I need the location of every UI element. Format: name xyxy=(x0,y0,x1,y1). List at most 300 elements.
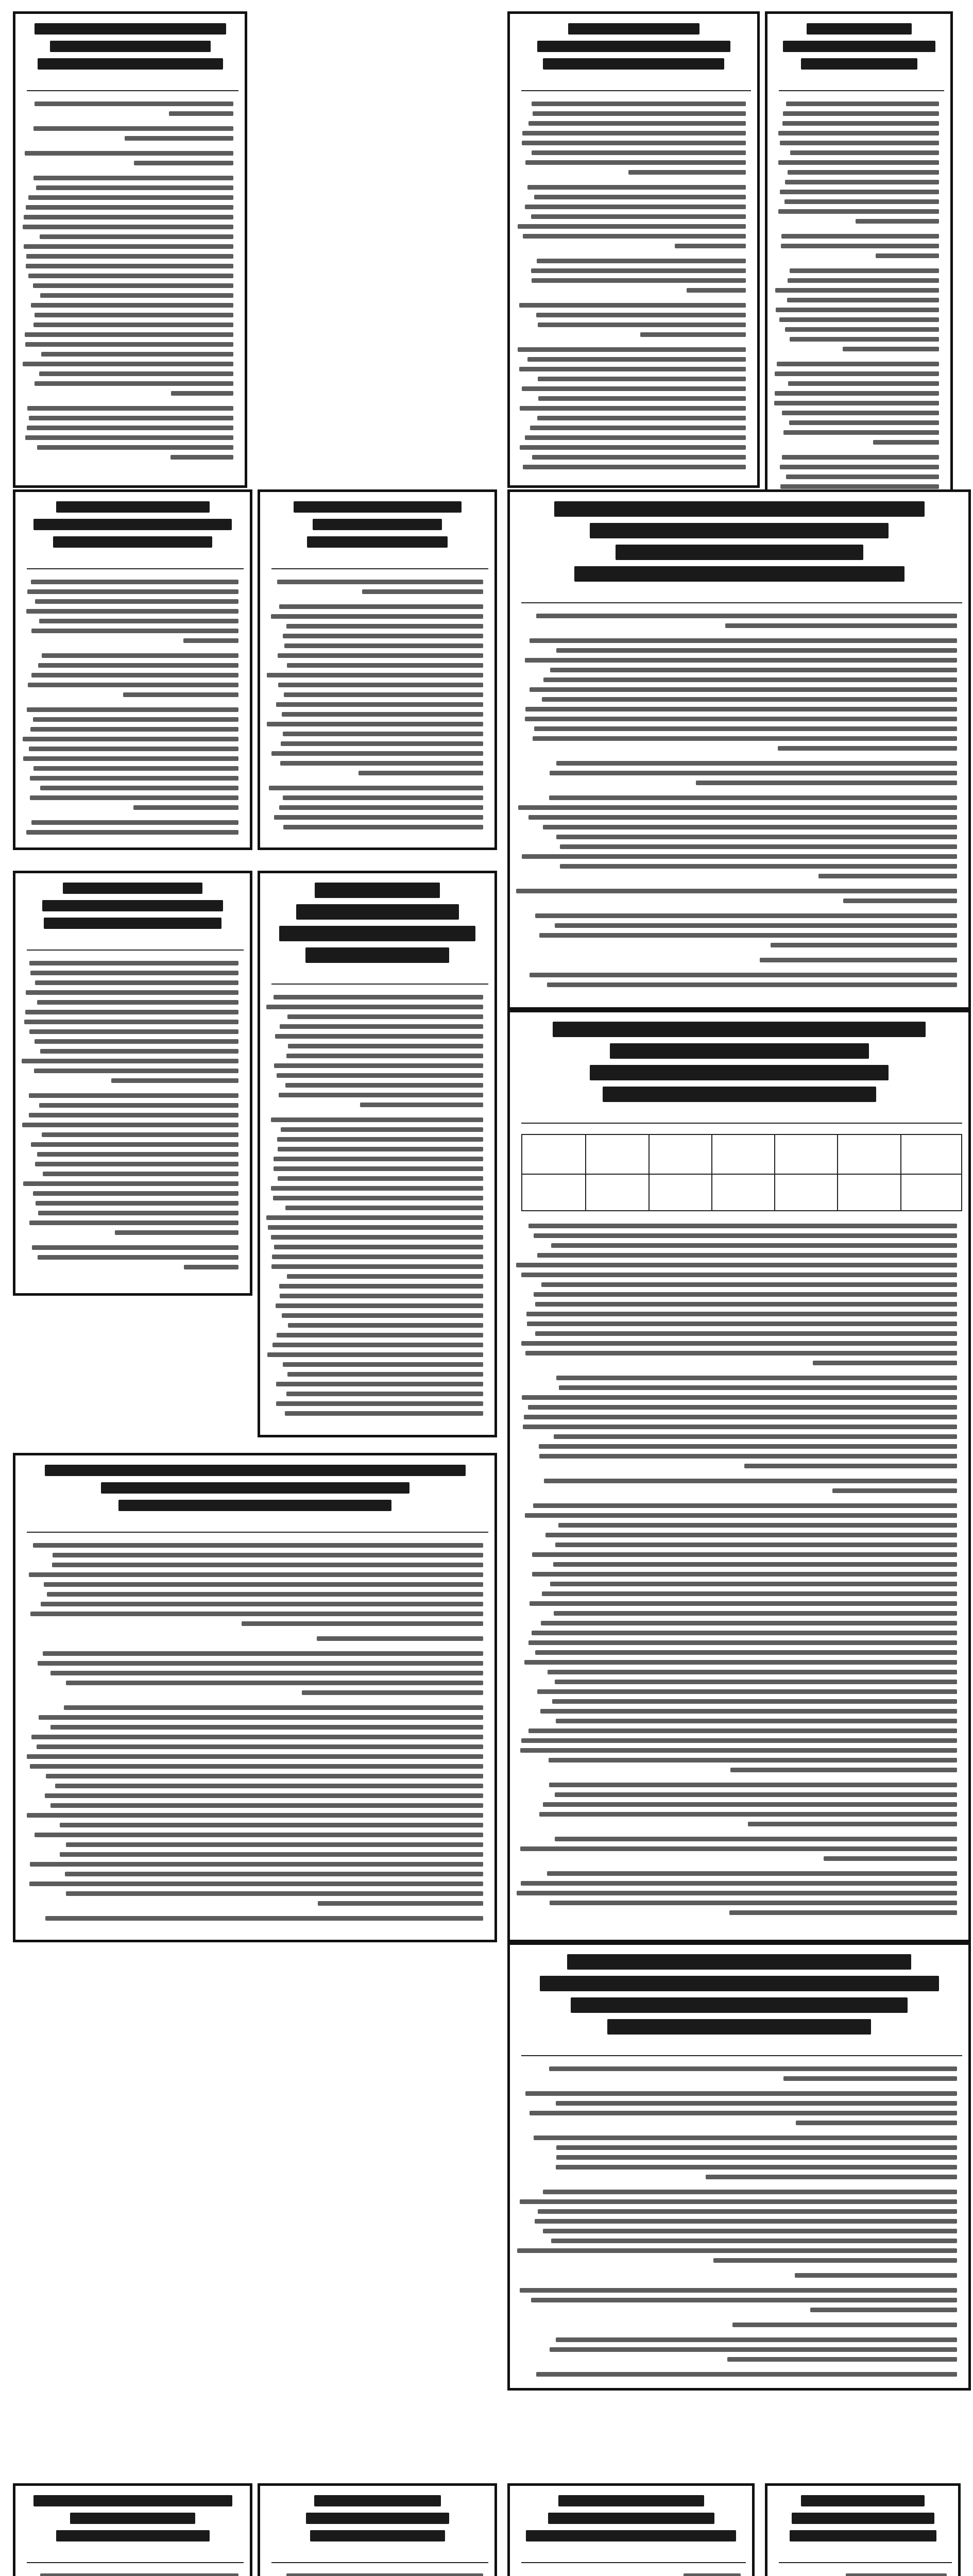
notice-text-line xyxy=(38,663,238,668)
notice-text-line xyxy=(274,1157,483,1161)
notice-text-line xyxy=(285,1083,483,1088)
notice-text-line xyxy=(785,327,939,332)
notice-divider xyxy=(271,984,488,985)
notice-text-line xyxy=(23,1181,238,1186)
notice-text-line xyxy=(35,1162,238,1166)
notice-text-line xyxy=(522,1395,957,1400)
notice-text-line xyxy=(541,1621,957,1625)
notice-text-line xyxy=(555,1837,957,1841)
notice-text-line xyxy=(22,1059,238,1063)
notice-text-line xyxy=(25,342,233,347)
notice-title-line xyxy=(42,900,223,911)
notice-text-line xyxy=(287,663,483,668)
notice-text-line xyxy=(778,746,957,751)
notice-divider xyxy=(779,90,944,91)
notice-text-line xyxy=(783,430,939,435)
notice-text-line xyxy=(788,278,939,283)
notice-text-line xyxy=(35,381,233,386)
notice-divider xyxy=(271,568,488,569)
notice-text-line xyxy=(547,982,957,987)
notice-text-line xyxy=(790,337,939,342)
notice-text-line xyxy=(39,1103,238,1108)
notice-title-line xyxy=(548,2513,714,2524)
notice-text-line xyxy=(542,1591,957,1596)
notice-text-line xyxy=(560,864,957,869)
notice-title-line xyxy=(33,2495,232,2506)
notice-text-line xyxy=(30,727,238,732)
notice-text-line xyxy=(284,692,483,697)
notice-text-line xyxy=(525,1351,957,1355)
notice-text-line xyxy=(727,2357,957,2362)
notice-text-line xyxy=(267,722,483,726)
notice-text-line xyxy=(171,391,233,396)
notice-text-line xyxy=(282,712,483,717)
notice-text-line xyxy=(39,371,233,376)
notice-text-line xyxy=(782,411,939,415)
notice-text-line xyxy=(520,2288,957,2293)
notice-box xyxy=(765,11,953,529)
notice-text-line xyxy=(283,825,483,829)
notice-box xyxy=(258,871,497,1437)
notice-text-line xyxy=(30,776,238,781)
notice-text-line xyxy=(528,121,746,126)
notice-text-line xyxy=(274,1245,483,1249)
notice-title-line xyxy=(56,501,210,513)
notice-text-line xyxy=(530,687,957,692)
notice-text-line xyxy=(53,1553,483,1557)
notice-text-line xyxy=(277,1137,483,1142)
notice-text-line xyxy=(684,2573,741,2576)
notice-text-line xyxy=(556,2165,957,2170)
notice-title-line xyxy=(307,536,448,548)
notice-divider xyxy=(271,2562,488,2563)
notice-text-line xyxy=(40,2573,238,2576)
notice-text-line xyxy=(725,623,957,628)
notice-text-line xyxy=(556,1719,957,1723)
notice-text-line xyxy=(530,426,746,430)
notice-text-line xyxy=(40,1049,238,1054)
notice-text-line xyxy=(549,1783,957,1787)
table-row-rule xyxy=(522,1174,961,1175)
notice-text-line xyxy=(271,614,483,619)
notice-text-line xyxy=(528,1728,957,1733)
notice-text-line xyxy=(543,2229,957,2233)
notice-text-line xyxy=(517,2248,957,2253)
notice-text-line xyxy=(36,185,233,190)
notice-title-line xyxy=(790,2530,936,2541)
notice-text-line xyxy=(539,1454,957,1459)
notice-text-line xyxy=(288,1323,483,1328)
notice-text-line xyxy=(790,150,939,155)
notice-text-line xyxy=(775,371,939,376)
notice-text-line xyxy=(26,609,238,614)
notice-title-line xyxy=(306,2513,449,2524)
notice-text-line xyxy=(284,643,483,648)
notice-text-line xyxy=(780,141,939,145)
notice-text-line xyxy=(520,1748,957,1753)
notice-text-line xyxy=(286,1392,483,1396)
notice-divider xyxy=(521,1123,962,1124)
notice-text-line xyxy=(134,161,233,165)
notice-box xyxy=(258,2483,497,2576)
notice-text-line xyxy=(528,1224,957,1228)
notice-text-line xyxy=(532,150,746,155)
notice-text-line xyxy=(873,440,939,445)
notice-title-block xyxy=(15,14,245,81)
notice-title-block xyxy=(15,2486,250,2553)
notice-text-line xyxy=(184,1265,238,1269)
notice-text-line xyxy=(27,406,233,411)
notice-text-line xyxy=(272,1343,483,1347)
notice-text-line xyxy=(278,683,483,687)
notice-title-line xyxy=(554,501,925,517)
notice-text-line xyxy=(778,209,939,214)
notice-text-line xyxy=(549,795,957,800)
notice-text-line xyxy=(786,101,939,106)
notice-title-line xyxy=(567,1954,911,1970)
notice-text-line xyxy=(287,1014,483,1019)
notice-title-line xyxy=(53,536,212,548)
notice-text-line xyxy=(50,1671,483,1675)
notice-box xyxy=(507,1010,971,1942)
notice-text-line xyxy=(29,1113,238,1117)
notice-text-line xyxy=(543,1802,957,1807)
notice-text-line xyxy=(276,702,483,707)
notice-text-line xyxy=(771,943,957,947)
notice-text-line xyxy=(729,1910,957,1915)
notice-text-line xyxy=(556,761,957,766)
notice-text-line xyxy=(288,1044,483,1048)
notice-text-line xyxy=(279,805,483,810)
notice-text-line xyxy=(359,771,483,775)
notice-text-line xyxy=(523,465,746,469)
notice-text-line xyxy=(516,1263,957,1267)
notice-text-line xyxy=(30,1862,483,1867)
notice-text-line xyxy=(556,835,957,839)
notice-text-line xyxy=(713,2258,957,2263)
notice-text-line xyxy=(843,347,939,351)
notice-text-line xyxy=(273,1196,483,1200)
notice-text-line xyxy=(525,658,957,663)
notice-text-line xyxy=(43,1172,238,1176)
notice-text-line xyxy=(286,1054,483,1058)
notice-text-line xyxy=(706,2175,957,2179)
notice-title-line xyxy=(118,1500,391,1511)
notice-text-line xyxy=(744,1464,957,1468)
notice-text-line xyxy=(35,101,233,106)
notice-text-line xyxy=(280,761,483,766)
notice-text-line xyxy=(675,244,746,248)
notice-title-line xyxy=(305,947,449,963)
notice-text-line xyxy=(521,1881,957,1886)
notice-text-line xyxy=(555,1792,957,1797)
notice-text-line xyxy=(280,1024,483,1029)
notice-text-line xyxy=(50,1725,483,1730)
notice-text-line xyxy=(554,1434,957,1439)
notice-title-block xyxy=(15,873,250,940)
notice-text-line xyxy=(271,1235,483,1240)
notice-box xyxy=(507,2483,755,2576)
notice-text-line xyxy=(783,111,939,116)
notice-box xyxy=(507,489,971,1010)
notice-text-line xyxy=(24,244,233,249)
notice-text-line xyxy=(542,697,957,702)
notice-text-line xyxy=(559,1385,957,1390)
notice-text-line xyxy=(30,1764,483,1769)
notice-text-line xyxy=(276,1401,483,1406)
notice-text-line xyxy=(46,1774,483,1778)
notice-text-line xyxy=(555,1543,957,1547)
notice-text-line xyxy=(783,2076,957,2081)
notice-divider xyxy=(27,1532,488,1533)
notice-text-line xyxy=(39,619,238,623)
notice-divider xyxy=(521,602,962,603)
notice-title-line xyxy=(574,566,904,582)
notice-text-line xyxy=(123,692,238,697)
notice-text-line xyxy=(795,2273,957,2278)
notice-text-line xyxy=(530,2111,957,2115)
notice-text-line xyxy=(525,160,746,165)
notice-text-line xyxy=(548,1670,957,1674)
notice-title-line xyxy=(526,2530,736,2541)
notice-text-line xyxy=(26,264,233,268)
notice-text-line xyxy=(547,1871,957,1876)
notice-box xyxy=(13,489,252,850)
notice-text-line xyxy=(519,367,746,371)
notice-text-line xyxy=(23,225,233,229)
notice-title-line xyxy=(279,926,475,941)
notice-text-line xyxy=(28,274,233,278)
notice-text-line xyxy=(35,599,238,604)
notice-text-line xyxy=(784,199,939,204)
notice-text-line xyxy=(279,604,483,609)
notice-text-line xyxy=(277,580,483,584)
notice-text-line xyxy=(27,707,238,712)
notice-text-line xyxy=(35,1833,483,1837)
notice-text-line xyxy=(789,420,939,425)
notice-text-line xyxy=(640,332,746,337)
notice-text-line xyxy=(266,1215,483,1220)
notice-text-line xyxy=(554,1611,957,1616)
notice-title-line xyxy=(35,23,226,35)
notice-text-line xyxy=(537,1689,957,1694)
notice-text-line xyxy=(115,1230,238,1235)
notice-text-line xyxy=(318,1901,483,1906)
notice-divider xyxy=(27,2562,244,2563)
notice-text-line xyxy=(283,1362,483,1367)
notice-text-line xyxy=(278,1147,483,1151)
notice-text-line xyxy=(534,726,957,731)
notice-title-block xyxy=(767,14,950,81)
notice-text-line xyxy=(780,465,939,469)
notice-text-line xyxy=(33,1543,483,1548)
notice-text-line xyxy=(525,717,957,721)
notice-text-line xyxy=(274,1166,483,1171)
notice-title-block xyxy=(767,2486,958,2553)
notice-text-line xyxy=(788,381,939,386)
notice-text-line xyxy=(40,234,233,239)
notice-title-line xyxy=(296,904,459,920)
notice-text-line xyxy=(534,195,746,199)
notice-text-line xyxy=(543,825,957,829)
notice-text-line xyxy=(29,1029,238,1034)
notice-text-line xyxy=(24,1020,238,1024)
notice-text-line xyxy=(528,815,957,820)
notice-text-line xyxy=(271,1117,483,1122)
notice-text-line xyxy=(556,1376,957,1380)
notice-text-line xyxy=(38,1255,238,1260)
notice-text-line xyxy=(41,352,233,357)
notice-title-line xyxy=(70,2513,195,2524)
notice-text-line xyxy=(550,668,957,672)
notice-divider xyxy=(521,2055,962,2056)
notice-text-line xyxy=(538,377,746,381)
notice-text-line xyxy=(785,180,939,184)
notice-text-line xyxy=(550,2347,957,2352)
notice-text-line xyxy=(730,1768,957,1772)
notice-title-line xyxy=(590,1065,889,1080)
notice-text-line xyxy=(111,1078,238,1083)
notice-box xyxy=(13,1453,497,1942)
notice-title-line xyxy=(537,41,730,52)
notice-text-line xyxy=(555,1680,957,1684)
notice-text-line xyxy=(34,1069,238,1073)
notice-text-line xyxy=(527,357,746,362)
notice-title-line xyxy=(571,1997,908,2013)
notice-text-line xyxy=(781,234,939,239)
notice-text-line xyxy=(269,786,483,790)
notice-text-line xyxy=(26,990,238,995)
notice-title-block xyxy=(510,1945,968,2046)
notice-text-line xyxy=(362,589,483,594)
notice-text-line xyxy=(169,111,233,116)
notice-text-line xyxy=(531,268,746,273)
notice-text-line xyxy=(41,1602,483,1606)
notice-text-line xyxy=(183,638,238,643)
notice-title-line xyxy=(568,23,699,35)
notice-title-line xyxy=(45,1465,466,1476)
notice-text-line xyxy=(52,1563,483,1567)
notice-text-line xyxy=(285,1206,483,1210)
notice-divider xyxy=(27,568,244,569)
notice-text-line xyxy=(32,1245,238,1250)
notice-title-block xyxy=(15,492,250,559)
notice-text-line xyxy=(39,1715,483,1720)
notice-text-line xyxy=(556,2155,957,2160)
notice-text-line xyxy=(534,2136,957,2140)
notice-text-line xyxy=(556,2145,957,2150)
notice-text-line xyxy=(518,347,746,352)
notice-text-line xyxy=(33,766,238,771)
notice-text-line xyxy=(25,332,233,337)
notice-text-line xyxy=(24,215,233,219)
notice-text-line xyxy=(274,995,483,999)
notice-box xyxy=(13,2483,252,2576)
notice-title-block xyxy=(510,492,968,593)
notice-title-line xyxy=(607,2019,871,2035)
notice-text-line xyxy=(283,634,483,638)
notice-text-line xyxy=(760,958,957,962)
notice-text-line xyxy=(537,416,746,420)
notice-title-line xyxy=(540,1976,939,1991)
notice-box xyxy=(765,2483,961,2576)
notice-text-line xyxy=(536,313,746,317)
notice-text-line xyxy=(27,589,238,594)
notice-text-line xyxy=(525,2091,957,2096)
notice-text-line xyxy=(30,1612,483,1616)
notice-text-line xyxy=(628,170,746,175)
notice-text-line xyxy=(545,1533,957,1537)
notice-text-line xyxy=(29,416,233,420)
notice-text-line xyxy=(271,1186,483,1191)
notice-text-line xyxy=(25,151,233,156)
notice-box xyxy=(13,11,247,488)
notice-text-line xyxy=(536,2372,957,2377)
notice-text-line xyxy=(38,1211,238,1215)
notice-text-line xyxy=(23,737,238,741)
notice-title-block xyxy=(260,2486,494,2553)
notice-text-line xyxy=(45,1916,483,1921)
notice-text-line xyxy=(527,185,746,190)
notice-text-line xyxy=(277,1073,483,1078)
notice-text-line xyxy=(282,1313,483,1318)
notice-text-line xyxy=(517,1891,957,1895)
notice-text-line xyxy=(538,2209,957,2214)
notice-text-line xyxy=(536,614,957,618)
notice-text-line xyxy=(279,1093,483,1097)
notice-title-line xyxy=(315,883,440,898)
notice-text-line xyxy=(33,126,233,131)
notice-text-line xyxy=(537,259,746,263)
notice-text-line xyxy=(286,2573,483,2576)
notice-text-line xyxy=(787,298,939,302)
notice-title-line xyxy=(310,2530,445,2541)
notice-title-line xyxy=(610,1043,869,1059)
table-column-rule xyxy=(711,1135,712,1210)
notice-text-line xyxy=(29,1221,238,1225)
notice-text-line xyxy=(776,308,939,312)
notice-text-line xyxy=(170,455,233,460)
notice-text-line xyxy=(525,707,957,711)
notice-table xyxy=(521,1134,962,1211)
notice-text-line xyxy=(535,1650,957,1655)
notice-text-line xyxy=(33,323,233,327)
notice-text-line xyxy=(266,1005,483,1009)
notice-text-line xyxy=(285,1411,483,1416)
notice-text-line xyxy=(27,1754,483,1759)
notice-text-line xyxy=(786,474,939,479)
notice-title-line xyxy=(314,2495,441,2506)
notice-title-line xyxy=(603,1087,876,1102)
notice-text-line xyxy=(29,1093,238,1098)
notice-title-line xyxy=(313,519,442,530)
notice-title-line xyxy=(783,41,935,52)
notice-text-line xyxy=(550,1901,957,1905)
notice-text-line xyxy=(876,253,939,258)
notice-text-line xyxy=(271,751,483,756)
notice-text-line xyxy=(832,1488,957,1493)
notice-text-line xyxy=(810,2308,957,2312)
notice-text-line xyxy=(782,121,939,126)
notice-text-line xyxy=(271,1264,483,1269)
notice-text-line xyxy=(551,2239,957,2243)
notice-text-line xyxy=(560,844,957,849)
notice-text-line xyxy=(552,1699,957,1704)
notice-text-line xyxy=(29,961,238,965)
notice-text-line xyxy=(26,830,238,835)
notice-text-line xyxy=(530,638,957,643)
notice-text-line xyxy=(23,756,238,761)
